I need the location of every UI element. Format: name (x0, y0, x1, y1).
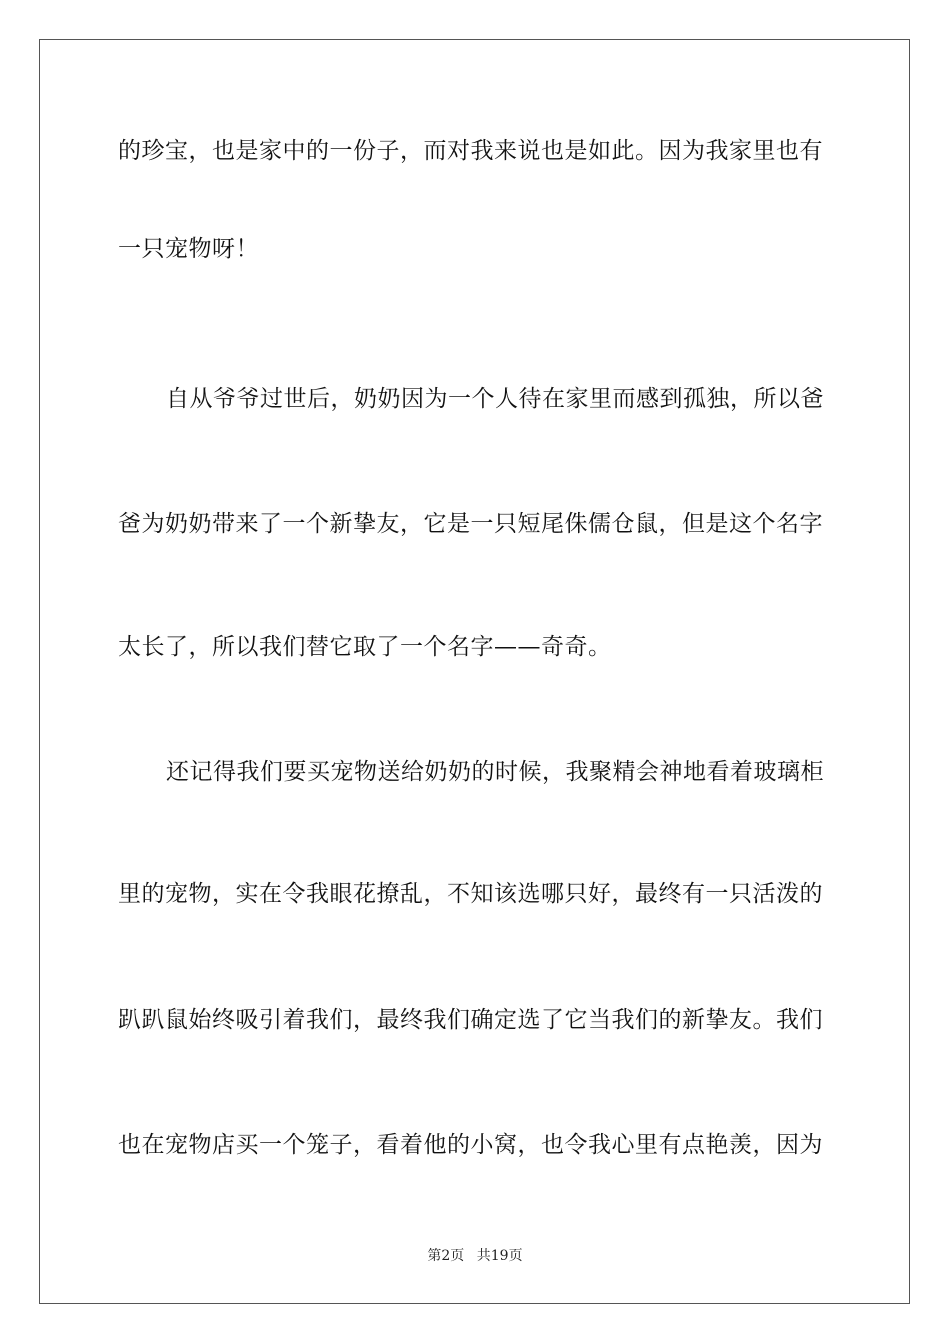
page-number-total: 共19页 (476, 1248, 523, 1264)
text-line-8: 趴趴鼠始终吸引着我们，最终我们确定选了它当我们的新挚友。我们 (118, 1007, 823, 1033)
text-line-4: 爸为奶奶带来了一个新挚友，它是一只短尾侏儒仓鼠，但是这个名字 (118, 511, 823, 537)
text-line-6: 还记得我们要买宠物送给奶奶的时候，我聚精会神地看着玻璃柜 (166, 759, 824, 785)
page-border (39, 39, 910, 1304)
page-number-current: 第2页 (427, 1248, 465, 1264)
text-line-2: 一只宠物呀！ (118, 236, 259, 262)
page-footer (0, 1247, 950, 1265)
text-line-1: 的珍宝，也是家中的一份子，而对我来说也是如此。因为我家里也有 (118, 138, 823, 164)
text-line-5: 太长了，所以我们替它取了一个名字——奇奇。 (118, 634, 612, 660)
text-line-3: 自从爷爷过世后，奶奶因为一个人待在家里而感到孤独，所以爸 (166, 386, 824, 412)
text-line-9: 也在宠物店买一个笼子，看着他的小窝，也令我心里有点艳羡，因为 (118, 1132, 823, 1158)
text-line-7: 里的宠物，实在令我眼花撩乱，不知该选哪只好，最终有一只活泼的 (118, 881, 823, 907)
